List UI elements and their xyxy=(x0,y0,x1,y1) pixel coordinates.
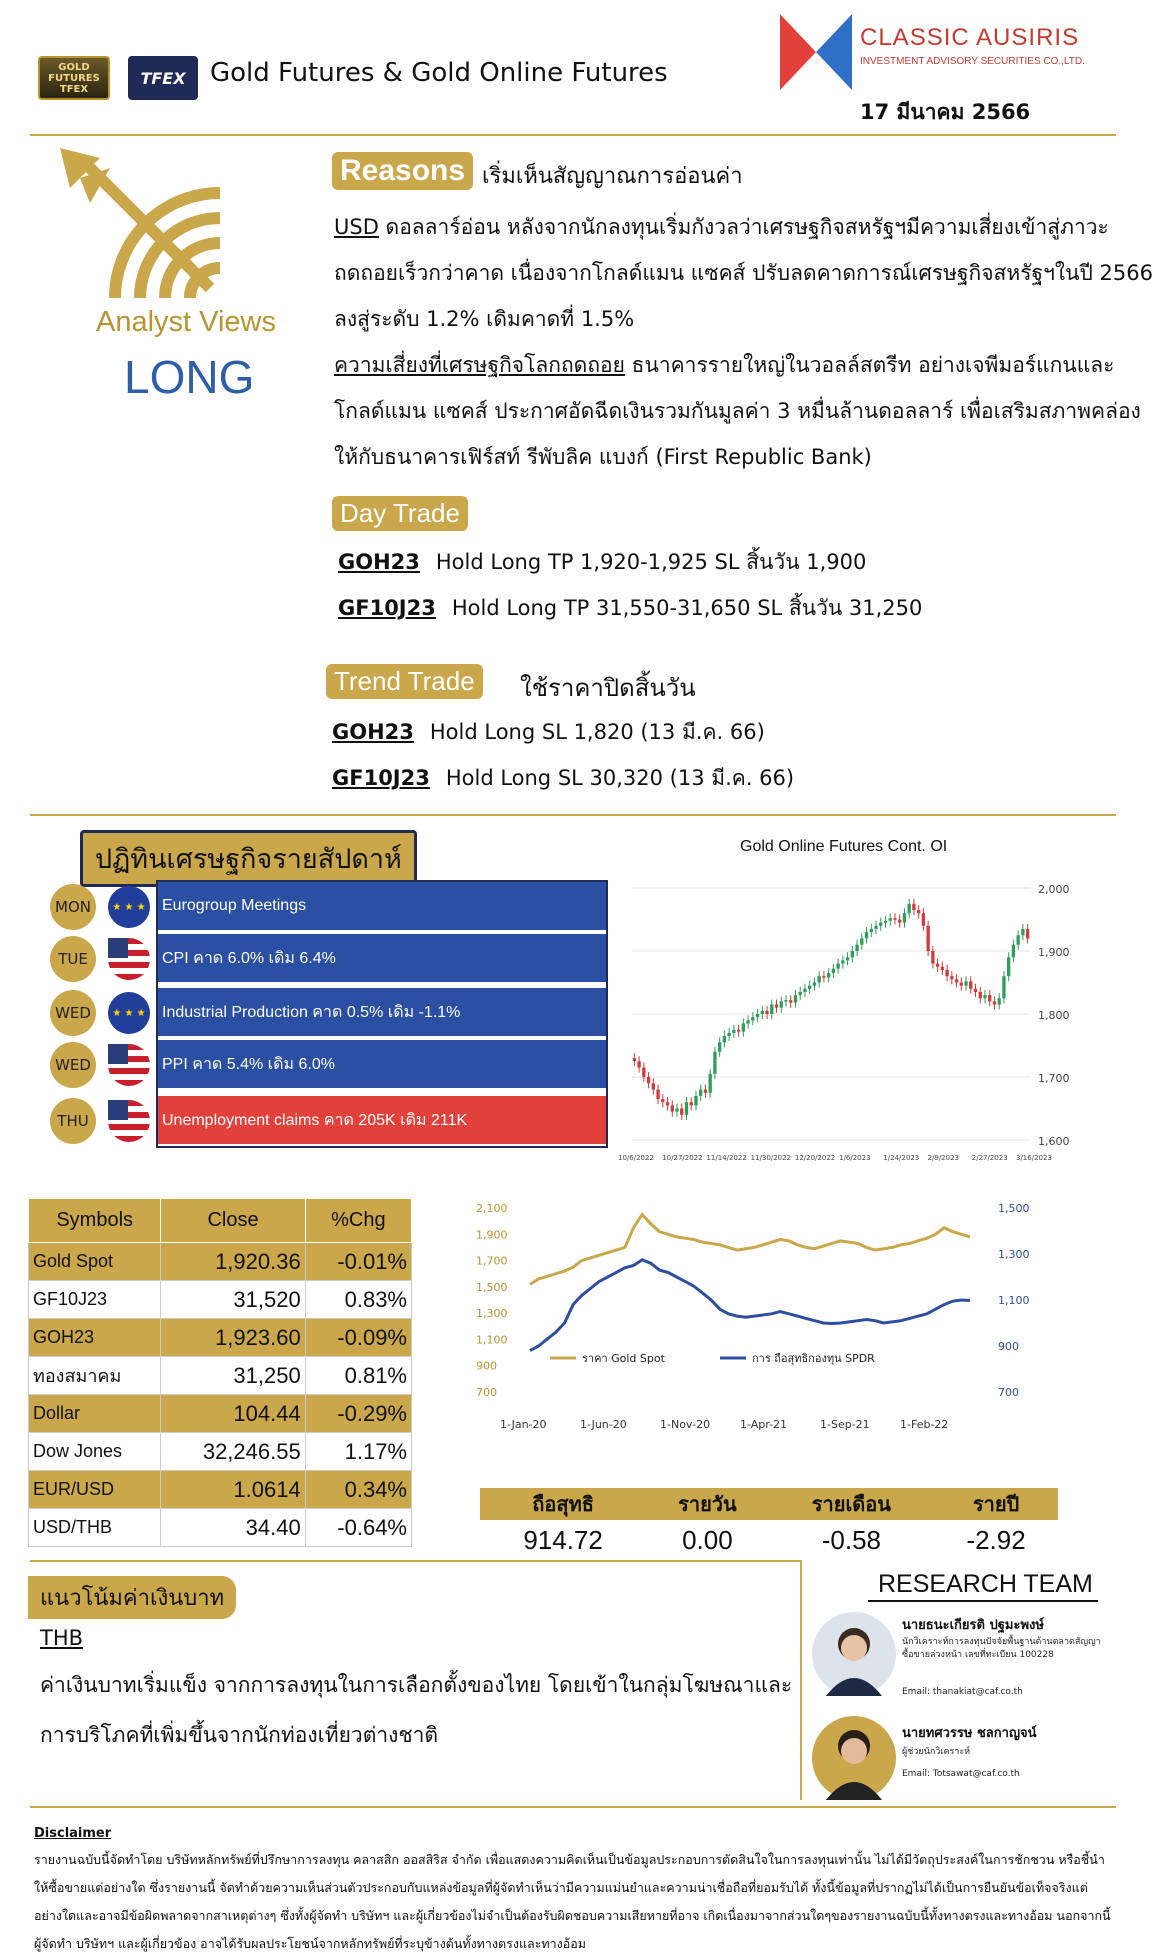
spdr-daily-value: 0.00 xyxy=(682,1524,733,1555)
reason-usd-text: ดอลลาร์อ่อน หลังจากนักลงทุนเริ่มกังวลว่าเศรษฐกิจสหรัฐฯมีความเสี่ยงเข้าสู่ภาวะถดถอยเร็วกว่าคาด เนื่องจากโกลด์แมน แซคส์ ปรับลดคาดการณ์เศรษฐกิจสหรัฐฯในปี 2566 ลงสู่ระดับ 1.2% เดิมคาดที่ 1.5% xyxy=(334,215,1153,331)
oi-chart-title: Gold Online Futures Cont. OI xyxy=(740,838,948,855)
spdr-values-row xyxy=(480,1520,1058,1560)
candle-body xyxy=(1016,935,1019,944)
calendar-event: CPI คาด 6.0% เดิม 6.4% xyxy=(158,934,606,982)
team-title-underline xyxy=(868,1600,1098,1602)
market-table-row xyxy=(29,1243,412,1281)
candle-body xyxy=(974,989,977,992)
analyst-role: ผู้ช่วยนักวิเคราะห์ xyxy=(902,1747,971,1757)
chg-cell: -0.09% xyxy=(305,1319,411,1357)
candle-body xyxy=(889,918,892,921)
calendar-event: Unemployment claims คาด 205K เดิม 211K xyxy=(158,1096,606,1144)
x-tick-label: 11/30/2022 xyxy=(750,1154,792,1162)
x-tick-label: 1-Sep-21 xyxy=(820,1418,870,1431)
day-trade-symbol: GOH23 xyxy=(338,550,420,574)
candle-body xyxy=(926,926,929,951)
classic-ausiris-logo-icon xyxy=(780,14,852,90)
day-badge: WED xyxy=(50,990,96,1036)
calendar-event: Eurogroup Meetings xyxy=(158,882,606,930)
candle-body xyxy=(666,1102,669,1105)
chg-cell: -0.01% xyxy=(305,1243,411,1281)
candle-body xyxy=(941,967,944,970)
y-right-tick-label: 1,100 xyxy=(998,1294,1030,1307)
y-right-tick-label: 1,300 xyxy=(998,1248,1030,1261)
candle-body xyxy=(694,1096,697,1105)
gold-spot-vs-spdr-chart xyxy=(470,1196,1050,1456)
trend-trade-item xyxy=(332,716,765,749)
reasons-body xyxy=(334,204,1160,480)
candle-body xyxy=(633,1058,636,1061)
spdr-net-value: 914.72 xyxy=(523,1524,603,1555)
day-badge: TUE xyxy=(50,936,96,982)
symbol-cell: EUR/USD xyxy=(29,1471,161,1509)
candle-body xyxy=(680,1109,683,1115)
candle-body xyxy=(822,976,825,978)
candle-body xyxy=(704,1090,707,1093)
candle-body xyxy=(780,1001,783,1007)
y-left-tick-label: 1,500 xyxy=(476,1280,508,1294)
candle-body xyxy=(912,904,915,910)
candle-body xyxy=(699,1090,702,1096)
candle-body xyxy=(922,913,925,926)
candle-body xyxy=(784,1000,787,1002)
market-table-header xyxy=(29,1199,412,1243)
spdr-col-yearly: รายปี xyxy=(934,1488,1058,1520)
close-cell: 1,920.36 xyxy=(161,1243,305,1281)
analyst-name: นายทศวรรษ ชลกาญจน์ xyxy=(902,1726,1037,1741)
candle-body xyxy=(903,913,906,922)
candle-body xyxy=(718,1042,721,1051)
disclaimer-title: Disclaimer xyxy=(34,1826,112,1841)
candle-body xyxy=(1012,945,1015,958)
close-cell: 104.44 xyxy=(161,1395,305,1433)
col-chg: %Chg xyxy=(305,1199,411,1243)
reasons-headline: เริ่มเห็นสัญญาณการอ่อนค่า xyxy=(482,164,743,189)
candle-body xyxy=(709,1074,712,1093)
economic-calendar-title: ปฏิทินเศรษฐกิจรายสัปดาห์ xyxy=(80,830,417,887)
close-cell: 31,250 xyxy=(161,1357,305,1395)
candle-body xyxy=(727,1033,730,1036)
symbol-cell: GOH23 xyxy=(29,1319,161,1357)
trend-trade-item xyxy=(332,762,794,795)
candle-body xyxy=(742,1023,745,1031)
candle-body xyxy=(969,981,972,989)
symbol-cell: USD/THB xyxy=(29,1509,161,1547)
analyst-call: LONG xyxy=(124,351,255,403)
candle-body xyxy=(761,1011,764,1014)
baht-symbol: THB xyxy=(40,1626,84,1650)
spdr-holdings-table xyxy=(480,1488,1058,1560)
candle-body xyxy=(931,951,934,964)
day-trade-symbol: GF10J23 xyxy=(338,596,436,620)
candle-body xyxy=(988,995,991,1001)
candle-body xyxy=(647,1077,650,1083)
trend-trade-text: Hold Long SL 30,320 (13 มี.ค. 66) xyxy=(445,766,795,790)
y-left-tick-label: 900 xyxy=(476,1359,497,1373)
reason-usd-label: USD xyxy=(334,215,379,239)
candle-body xyxy=(685,1102,688,1115)
analyst-role: นักวิเคราะห์การลงทุนปัจจัยพื้นฐานด้านตลาดสัญญาซื้อขายล่วงหน้า เลขที่ทะเบียน 100228 xyxy=(902,1637,1101,1660)
col-symbols: Symbols xyxy=(29,1199,161,1243)
x-tick-label: 2/27/2023 xyxy=(971,1154,1008,1162)
day-trade-text: Hold Long TP 31,550-31,650 SL สิ้นวัน 31,250 xyxy=(451,596,923,620)
y-left-tick-label: 1,300 xyxy=(476,1307,508,1321)
candle-body xyxy=(817,976,820,982)
candle-body xyxy=(751,1017,754,1020)
y-left-tick-label: 700 xyxy=(476,1386,497,1399)
us-flag-icon xyxy=(108,938,150,980)
x-tick-label: 1-Feb-22 xyxy=(900,1418,949,1431)
candle-body xyxy=(642,1068,645,1077)
baht-divider xyxy=(30,1560,800,1562)
candle-body xyxy=(870,929,873,932)
candle-body xyxy=(836,964,839,969)
x-tick-label: 1-Apr-21 xyxy=(740,1418,788,1431)
chg-cell: -0.64% xyxy=(305,1509,411,1547)
day-badge: THU xyxy=(50,1098,96,1144)
y-left-tick-label: 1,100 xyxy=(476,1333,508,1347)
candle-body xyxy=(993,1001,996,1004)
day-trade-text: Hold Long TP 1,920-1,925 SL สิ้นวัน 1,900 xyxy=(435,550,867,574)
candle-body xyxy=(879,923,882,926)
gold-online-futures-oi-chart xyxy=(620,868,1090,1168)
candle-body xyxy=(637,1061,640,1067)
close-cell: 32,246.55 xyxy=(161,1433,305,1471)
candle-body xyxy=(1007,957,1010,976)
x-tick-label: 11/14/2022 xyxy=(706,1154,747,1162)
candle-body xyxy=(803,989,806,992)
header-title: Gold Futures & Gold Online Futures xyxy=(210,58,668,88)
symbol-cell: Gold Spot xyxy=(29,1243,161,1281)
spdr-monthly-value: -0.58 xyxy=(821,1524,881,1555)
candle-body xyxy=(756,1014,759,1017)
y-tick-label: 1,600 xyxy=(1038,1135,1070,1148)
candle-body xyxy=(1026,929,1029,938)
report-date: 17 มีนาคม 2566 xyxy=(860,100,1031,124)
candle-body xyxy=(827,973,830,977)
candle-body xyxy=(908,904,911,913)
candle-body xyxy=(794,995,797,1003)
x-tick-label: 12/20/2022 xyxy=(794,1154,836,1162)
candle-body xyxy=(732,1030,735,1033)
candle-body xyxy=(690,1102,693,1105)
day-trade-item xyxy=(338,592,922,625)
candle-body xyxy=(960,983,963,986)
x-tick-label: 3/16/2023 xyxy=(1016,1154,1052,1162)
day-trade-tag: Day Trade xyxy=(332,496,468,531)
calendar-event: PPI คาด 5.4% เดิม 6.0% xyxy=(158,1040,606,1088)
chg-cell: 0.81% xyxy=(305,1357,411,1395)
trend-trade-text: Hold Long SL 1,820 (13 มี.ค. 66) xyxy=(429,720,765,744)
candle-body xyxy=(955,979,958,982)
close-cell: 1,923.60 xyxy=(161,1319,305,1357)
y-left-tick-label: 1,700 xyxy=(476,1254,508,1268)
brand-name: CLASSIC AUSIRIS xyxy=(860,24,1080,51)
trend-trade-note: ใช้ราคาปิดสิ้นวัน xyxy=(520,674,696,702)
baht-outlook-text: ค่าเงินบาทเริ่มแข็ง จากการลงทุนในการเลือกตั้งของไทย โดยเข้าในกลุ่มโฆษณาและการบริโภคที่เพิ่มขึ้นจากนักท่องเที่ยวต่างชาติ xyxy=(40,1673,793,1747)
candle-body xyxy=(775,1005,778,1008)
y-right-tick-label: 1,500 xyxy=(998,1202,1030,1215)
reason-risk-text: ธนาคารรายใหญ่ในวอลล์สตรีท อย่างเจพีมอร์แกนและโกลด์แมน แซคส์ ประกาศอัดฉีดเงินรวมกันมูลค่า 3 หมื่นล้านดอลลาร์ เพื่อเสริมสภาพคล่องให้กับธนาคารเฟิร์สท์ รีพับลิค แบงก์ (First Republic Bank) xyxy=(334,353,1141,469)
symbol-cell: Dow Jones xyxy=(29,1433,161,1471)
market-table-row xyxy=(29,1471,412,1509)
candle-body xyxy=(675,1109,678,1112)
candle-body xyxy=(983,995,986,998)
candle-body xyxy=(671,1105,674,1111)
target-arrow-icon xyxy=(40,148,300,318)
reason-usd xyxy=(334,204,1160,342)
x-tick-label: 2/9/2023 xyxy=(927,1154,960,1162)
candle-body xyxy=(851,951,854,957)
reason-risk xyxy=(334,342,1160,480)
x-tick-label: 1/6/2023 xyxy=(839,1154,871,1162)
candle-body xyxy=(746,1020,749,1023)
y-tick-label: 1,800 xyxy=(1038,1009,1070,1022)
analyst-name: นายธนะเกียรติ ปฐมะพงษ์ xyxy=(902,1618,1044,1633)
market-table-row xyxy=(29,1357,412,1395)
day-badge: MON xyxy=(50,884,96,930)
symbol-cell: ทองสมาคม xyxy=(29,1357,161,1395)
gold-futures-logo-text: GOLD FUTURES TFEX xyxy=(48,61,100,95)
spdr-yearly-value: -2.92 xyxy=(966,1524,1026,1555)
y-right-tick-label: 900 xyxy=(998,1340,1019,1353)
symbol-cell: Dollar xyxy=(29,1395,161,1433)
candle-body xyxy=(799,992,802,995)
market-table-row xyxy=(29,1395,412,1433)
candle-body xyxy=(998,998,1001,1004)
spdr-col-net: ถือสุทธิ xyxy=(480,1488,646,1520)
candle-body xyxy=(789,1000,792,1003)
chg-cell: -0.29% xyxy=(305,1395,411,1433)
x-tick-label: 1-Jun-20 xyxy=(580,1418,627,1431)
chg-cell: 1.17% xyxy=(305,1433,411,1471)
team-divider xyxy=(800,1560,802,1800)
x-tick-label: 1-Jan-20 xyxy=(500,1418,547,1431)
market-table-row xyxy=(29,1281,412,1319)
market-table-row xyxy=(29,1319,412,1357)
candle-body xyxy=(884,921,887,923)
analyst-views-label: Analyst Views xyxy=(96,306,276,338)
candle-body xyxy=(893,918,896,920)
tfex-logo-text: TFEX xyxy=(140,68,186,88)
disclaimer-text: รายงานฉบับนี้จัดทำโดย บริษัทหลักทรัพย์ที่ปรึกษาการลงทุน คลาสสิก ออสสิริส จำกัด เพื่อแสดงความคิดเห็นเป็นข้อมูลประกอบการตัดสินใจในการลงทุนเท่านั้น ไม่ได้มีวัตถุประสงค์ในการชักชวน หรือชี้นำให้ซื้อขายแต่อย่างใด ซึ่งรายงานนี้ จัดทำด้วยความเห็นส่วนตัวประกอบกับแหล่งข้อมูลที่ผู้จัดทำเห็นว่ามีความแม่นยำและความน่าเชื่อถือที่ยอมรับได้ ทั้งนี้ข้อมูลที่ปรากฏไม่ได้เป็นการยืนยันข้อเท็จจริงแต่อย่างใดและอาจมีข้อผิดพลาดจากสาเหตุต่างๆ ซึ่งทั้งผู้จัดทำ บริษัทฯ และผู้เกี่ยวข้องไม่จำเป็นต้องรับผิดชอบความเสียหายที่อาจ เกิดเนื่องมาจากส่วนใดๆของรายงานฉบับนี้ทั้งทางตรงและทางอ้อม นอกจากนี้ผู้จัดทำ บริษัทฯ และผู้เกี่ยวข้อง อาจได้รับผลประโยชน์จากหลักทรัพย์ที่ระบุข้างต้นทั้งทางตรงและทางอ้อม xyxy=(34,1852,1111,1951)
eu-flag-icon: ★ ★ ★ xyxy=(108,992,150,1034)
legend-label: ราคา Gold Spot xyxy=(582,1352,665,1365)
series-line xyxy=(530,1260,970,1351)
gold-futures-logo xyxy=(38,56,110,100)
close-cell: 31,520 xyxy=(161,1281,305,1319)
tfex-logo xyxy=(128,56,198,100)
x-tick-label: 1/24/2023 xyxy=(883,1154,920,1162)
candle-body xyxy=(898,920,901,923)
baht-outlook-tag: แนวโน้มค่าเงินบาท xyxy=(28,1576,236,1619)
trend-trade-symbol: GF10J23 xyxy=(332,766,430,790)
trend-trade-symbol: GOH23 xyxy=(332,720,414,744)
chg-cell: 0.83% xyxy=(305,1281,411,1319)
calendar-event: Industrial Production คาด 0.5% เดิม -1.1% xyxy=(158,988,606,1036)
candle-body xyxy=(765,1011,768,1014)
legend-label: การ ถือสุทธิกองทุน SPDR xyxy=(752,1352,875,1365)
candle-body xyxy=(964,981,967,985)
market-summary-table xyxy=(28,1198,412,1547)
symbol-cell: GF10J23 xyxy=(29,1281,161,1319)
y-tick-label: 1,700 xyxy=(1038,1072,1070,1085)
market-table-row xyxy=(29,1433,412,1471)
research-team-title: RESEARCH TEAM xyxy=(878,1570,1093,1598)
brand-subtitle: INVESTMENT ADVISORY SECURITIES CO.,LTD. xyxy=(860,56,1085,67)
analyst-avatar xyxy=(812,1716,896,1800)
spdr-table-header xyxy=(480,1488,1058,1520)
candle-body xyxy=(808,986,811,989)
candle-body xyxy=(855,945,858,951)
x-tick-label: 1-Nov-20 xyxy=(660,1418,711,1431)
market-table-row xyxy=(29,1509,412,1547)
candle-body xyxy=(979,992,982,998)
candle-body xyxy=(813,983,816,986)
trend-trade-tag: Trend Trade xyxy=(326,664,483,699)
col-close: Close xyxy=(161,1199,305,1243)
x-tick-label: 10/27/2022 xyxy=(662,1154,703,1162)
section-divider xyxy=(30,814,1116,816)
analyst-email: Email: Totsawat@caf.co.th xyxy=(902,1769,1020,1779)
us-flag-icon xyxy=(108,1044,150,1086)
candle-body xyxy=(846,957,849,960)
candle-body xyxy=(832,969,835,973)
x-tick-label: 10/6/2022 xyxy=(618,1154,654,1162)
day-trade-item xyxy=(338,546,866,579)
y-left-tick-label: 2,100 xyxy=(476,1202,508,1215)
y-left-tick-label: 1,900 xyxy=(476,1228,508,1242)
eu-flag-icon: ★ ★ ★ xyxy=(108,886,150,928)
candle-body xyxy=(860,938,863,944)
candle-body xyxy=(950,976,953,979)
candle-body xyxy=(841,960,844,963)
candle-body xyxy=(713,1052,716,1074)
candle-body xyxy=(874,926,877,929)
candle-body xyxy=(737,1030,740,1032)
spdr-col-monthly: รายเดือน xyxy=(769,1488,935,1520)
reasons-tag: Reasons xyxy=(332,152,473,190)
calendar-frame xyxy=(156,880,608,1148)
series-line xyxy=(530,1215,970,1285)
spdr-col-daily: รายวัน xyxy=(646,1488,768,1520)
candle-body xyxy=(770,1005,773,1014)
y-tick-label: 2,000 xyxy=(1038,883,1070,896)
candle-body xyxy=(865,932,868,938)
us-flag-icon xyxy=(108,1100,150,1142)
close-cell: 34.40 xyxy=(161,1509,305,1547)
candle-body xyxy=(1002,976,1005,998)
candle-body xyxy=(652,1083,655,1089)
reason-risk-label: ความเสี่ยงที่เศรษฐกิจโลกถดถอย xyxy=(334,353,625,377)
candle-body xyxy=(945,970,948,976)
analyst-avatar xyxy=(812,1612,896,1696)
analyst-email: Email: thanakiat@caf.co.th xyxy=(902,1687,1023,1697)
disclaimer-divider xyxy=(30,1806,1116,1808)
candle-body xyxy=(661,1099,664,1102)
candle-body xyxy=(917,910,920,913)
header-divider xyxy=(30,134,1116,136)
candle-body xyxy=(1021,929,1024,935)
candle-body xyxy=(723,1036,726,1042)
y-right-tick-label: 700 xyxy=(998,1386,1019,1399)
close-cell: 1.0614 xyxy=(161,1471,305,1509)
day-badge: WED xyxy=(50,1042,96,1088)
candle-body xyxy=(656,1090,659,1099)
y-tick-label: 1,900 xyxy=(1038,946,1070,959)
chg-cell: 0.34% xyxy=(305,1471,411,1509)
candle-body xyxy=(936,964,939,967)
